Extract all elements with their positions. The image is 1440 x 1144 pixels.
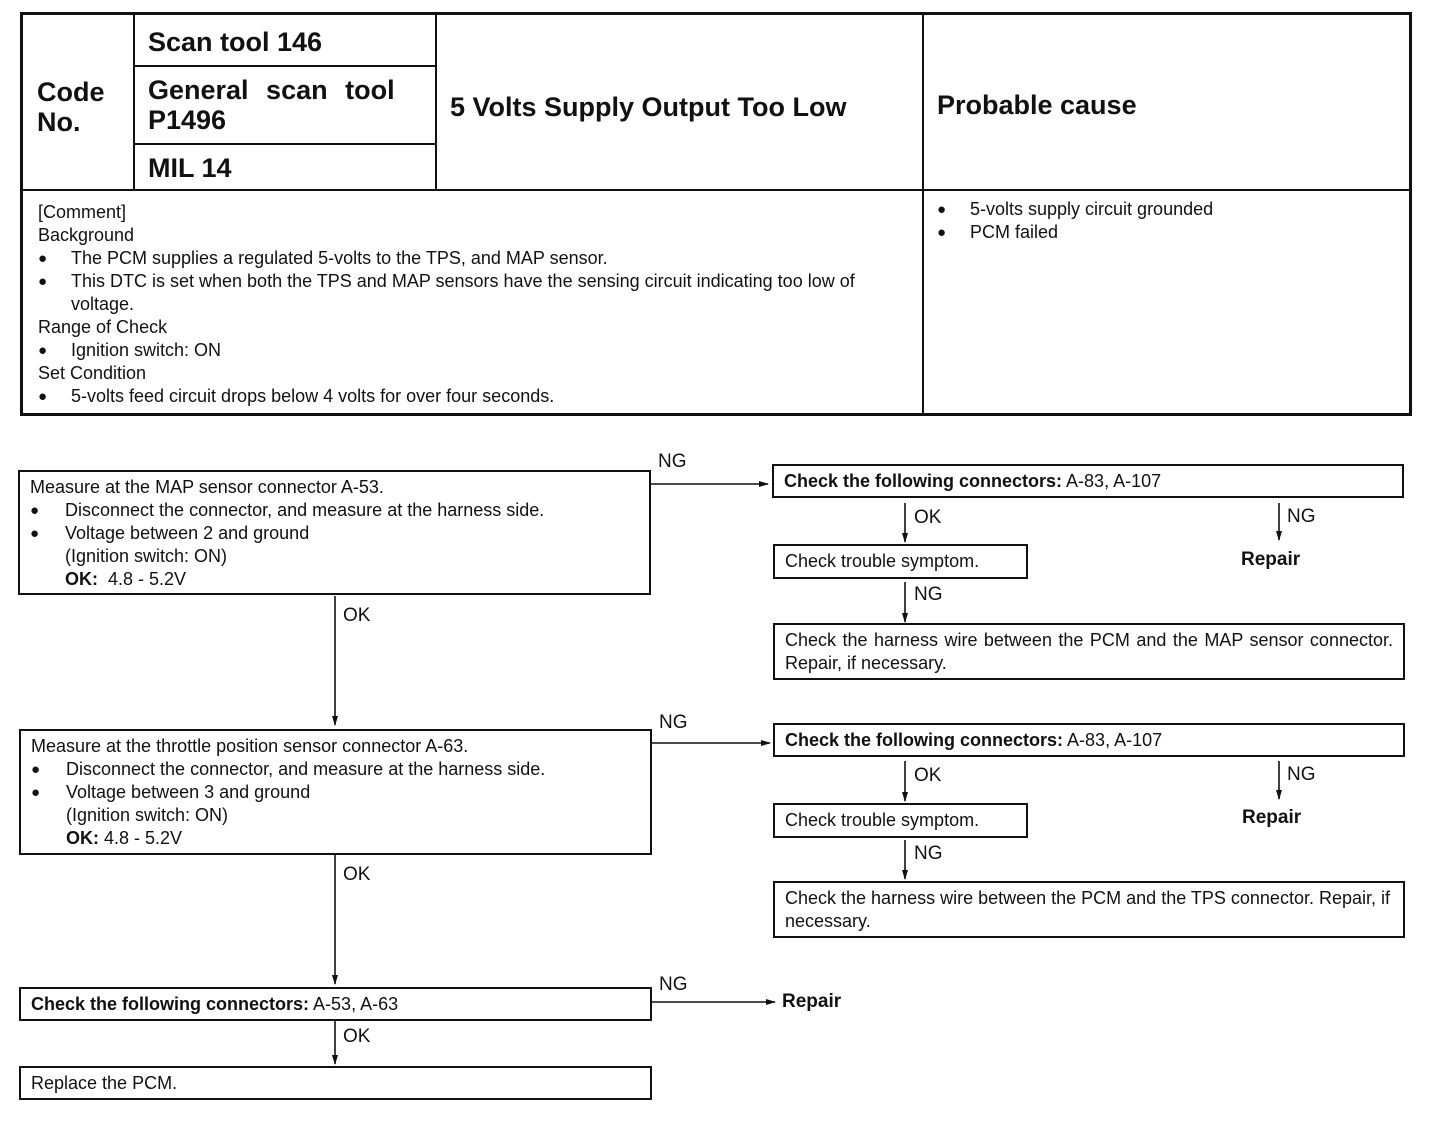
ok-label: OK: [914, 507, 942, 528]
range-label: Range of Check: [38, 317, 168, 337]
comment-heading: [Comment]: [38, 202, 127, 222]
step1-measure-map-box: [18, 470, 651, 595]
probable-cause-item: ● 5-volts supply circuit grounded: [937, 198, 1397, 221]
probable-cause-item: ● PCM failed: [937, 221, 1397, 244]
step2-bullet: ● Disconnect the connector, and measure at the harness side.: [31, 758, 640, 781]
step2-bullet: ● Voltage between 3 and ground: [31, 781, 640, 804]
repair-label: Repair: [782, 991, 842, 1012]
check-connectors-label: Check the following connectors:: [784, 471, 1063, 491]
ok-spec-label: OK:: [65, 569, 98, 589]
set-condition-label: Set Condition: [38, 363, 147, 383]
check-connectors-label: Check the following connectors:: [785, 730, 1064, 750]
set-condition-item: ● 5-volts feed circuit drops below 4 volts for over four seconds.: [38, 385, 913, 408]
check-connectors-value: A-83, A-107: [1066, 471, 1162, 491]
step2-condition: (Ignition switch: ON): [66, 805, 229, 825]
step2-title: Measure at the throttle position sensor connector A-63.: [31, 736, 469, 756]
background-label: Background: [38, 225, 135, 245]
ng-label: NG: [659, 712, 688, 733]
scan-tool-code: Scan tool 146: [148, 27, 323, 57]
ng-label: NG: [1287, 764, 1316, 785]
step2-measure-tps-box: [19, 729, 652, 855]
step2-harness-check-box: Check the harness wire between the PCM and the TPS connector. Repair, if necessary.: [773, 881, 1405, 938]
ok-spec-value: 4.8 - 5.2V: [108, 569, 187, 589]
step1-title: Measure at the MAP sensor connector A-53.: [30, 477, 384, 497]
code-no-label: Code No.: [37, 77, 105, 137]
check-connectors-value: A-83, A-107: [1067, 730, 1163, 750]
ok-spec-label: OK:: [66, 828, 99, 848]
dtc-title: 5 Volts Supply Output Too Low: [450, 92, 847, 122]
ng-label: NG: [914, 584, 943, 605]
step1-condition: (Ignition switch: ON): [65, 546, 228, 566]
repair-label: Repair: [1242, 807, 1302, 828]
ok-label: OK: [914, 765, 942, 786]
ok-label: OK: [343, 864, 371, 885]
general-scan-tool-code: General scan tool P1496: [148, 75, 395, 135]
step2-ok-spec: [31, 827, 640, 850]
range-item: ● Ignition switch: ON: [38, 339, 913, 362]
check-connectors-label: Check the following connectors:: [31, 994, 310, 1014]
step2-trouble-symptom-box: Check trouble symptom.: [773, 803, 1028, 838]
ok-label: OK: [343, 1026, 371, 1047]
ng-label: NG: [659, 974, 688, 995]
step1-bullet: ● Voltage between 2 and ground: [30, 522, 639, 545]
probable-cause-label: Probable cause: [937, 90, 1137, 120]
repair-label: Repair: [1241, 549, 1301, 570]
step1-bullet: ● Disconnect the connector, and measure at the harness side.: [30, 499, 639, 522]
step2-check-connectors-box: [773, 723, 1405, 757]
step3-check-connectors-box: [19, 987, 652, 1021]
step1-ok-spec: [30, 568, 639, 591]
step1-trouble-symptom-box: Check trouble symptom.: [773, 544, 1028, 579]
ok-spec-value: 4.8 - 5.2V: [104, 828, 183, 848]
background-item: ● This DTC is set when both the TPS and MAP sensors have the sensing circuit indicating too low of voltage.: [38, 270, 913, 316]
mil-code: MIL 14: [148, 153, 232, 183]
ng-label: NG: [658, 451, 687, 472]
ng-label: NG: [1287, 506, 1316, 527]
ng-label: NG: [914, 843, 943, 864]
ok-label: OK: [343, 605, 371, 626]
step1-check-connectors-box: [772, 464, 1404, 498]
step1-harness-check-box: Check the harness wire between the PCM and the MAP sensor connector. Repair, if necessary.: [773, 623, 1405, 680]
background-item: ● The PCM supplies a regulated 5-volts to the TPS, and MAP sensor.: [38, 247, 913, 270]
check-connectors-value: A-53, A-63: [313, 994, 399, 1014]
step4-replace-pcm-box: Replace the PCM.: [19, 1066, 652, 1100]
